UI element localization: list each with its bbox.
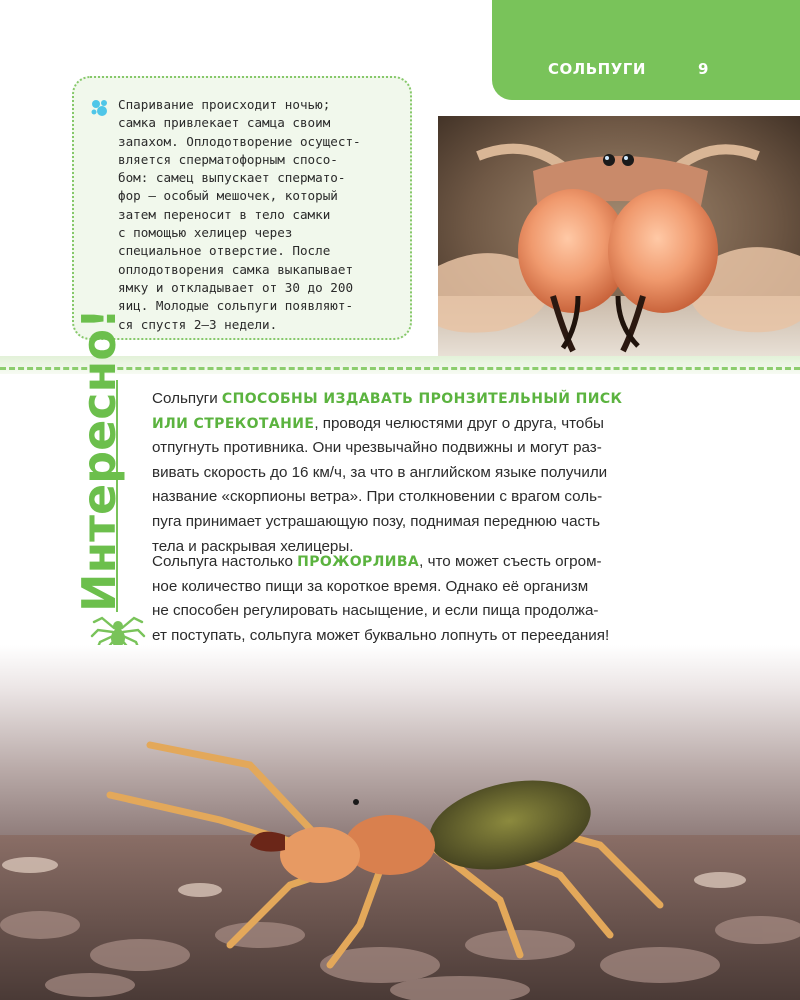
highlight-sound-2: ИЛИ СТРЕКОТАНИЕ [152,415,315,432]
page-number: 9 [698,60,709,78]
bubbles-icon [90,98,112,118]
paragraph-gluttony: Сольпуга настолько ПРОЖОРЛИВА, что может съесть огром- ное количество пищи за короткое время. Однако её организм не способен регулировать насыщение, и если пища продолжа- ет поступать, сольпуга может буквально лопнуть от переедания! [152,553,610,644]
chapter-title: СОЛЬПУГИ [548,60,646,78]
solifuge-closeup-photo [438,116,800,358]
paragraph-sound: Сольпуги СПОСОБНЫ ИЗДАВАТЬ ПРОНЗИТЕЛЬНЫЙ ПИСК ИЛИ СТРЕКОТАНИЕ, проводя челюстями друг о друга, чтобы отпугнуть противника. Они чрезвычайно подвижны и могут раз- вивать скорость до 16 км/ч, за что в английском языке получили название «скорпионы ветра». При столкновении с врагом соль- пуга принимает устрашающую позу, поднимая переднюю часть тела и раскрывая хелицеры. [152,390,623,555]
interesting-label: Интересно! [72,308,126,612]
highlight-gluttony: ПРОЖОРЛИВА [297,554,420,570]
header-tab [492,0,800,100]
solifuge-gravel-photo [0,645,800,1000]
info-box-text: Спаривание происходит ночью; самка привлекает самца своим запахом. Оплодотворение осущест- вляется сперматофорным спосо- бом: самец выпускает спермато- фор — особый мешочек, который затем переносит в тело самки с помощью хелицер через специальное отверстие. После оплодотворения самка выкапывает ямку и откладывает от 30 до 200 яиц. Молодые сольпуги появляют- ся спустя 2–3 недели. [118,97,361,332]
highlight-sound: СПОСОБНЫ ИЗДАВАТЬ ПРОНЗИТЕЛЬНЫЙ ПИСК [221,391,623,407]
